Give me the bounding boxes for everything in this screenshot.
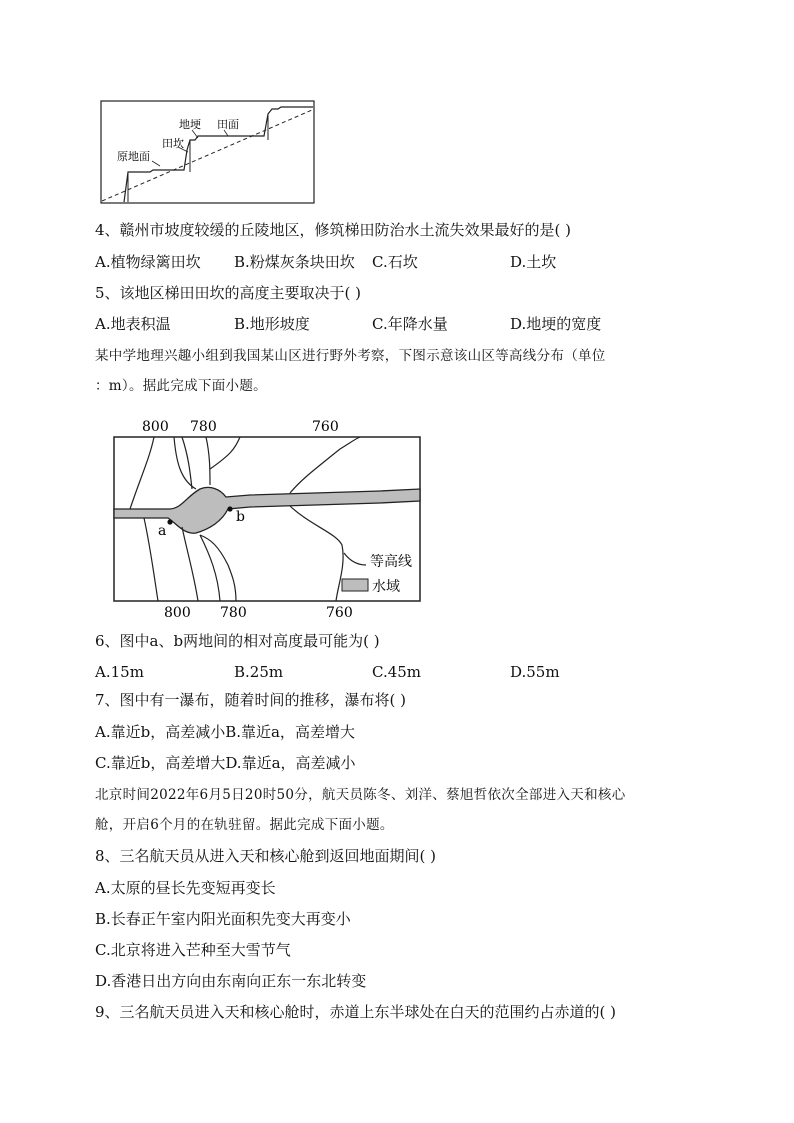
q5-option-a[interactable]: A.地表积温 <box>95 315 171 333</box>
top-label-780: 780 <box>190 419 217 435</box>
legend-contour-symbol <box>344 553 366 565</box>
bottom-label-800: 800 <box>164 605 191 621</box>
q8-option-d[interactable]: D.香港日出方向由东南向正东一东北转变 <box>95 972 367 990</box>
point-a-marker <box>167 519 172 524</box>
contour-800-bottom <box>144 518 158 601</box>
top-label-760: 760 <box>312 419 339 435</box>
q6-option-d[interactable]: D.55m <box>510 663 560 681</box>
leader-digeng <box>192 130 198 138</box>
contour-780-bottom-branch <box>200 535 236 601</box>
legend-water-label: 水域 <box>372 579 400 595</box>
legend-contour-label: 等高线 <box>370 554 412 570</box>
passage-2-line-1: 北京时间2022年6月5日20时50分，航天员陈冬、刘洋、蔡旭哲依次全部进入天和核心 <box>95 787 626 803</box>
q4-option-d[interactable]: D.土坎 <box>510 253 557 271</box>
q7-options-row-1[interactable]: A.靠近b，高差减小B.靠近a，高差增大 <box>95 723 355 741</box>
question-4-stem: 4、赣州市坡度较缓的丘陵地区，修筑梯田防治水土流失效果最好的是( ) <box>95 221 572 239</box>
passage-1-line-2: ：m）。据此完成下面小题。 <box>95 378 267 394</box>
contour-780-bottom-left <box>182 527 198 601</box>
top-label-800: 800 <box>142 419 169 435</box>
bottom-label-780: 780 <box>220 605 247 621</box>
q5-option-d[interactable]: D.地埂的宽度 <box>510 315 602 333</box>
q6-option-b[interactable]: B.25m <box>234 663 284 681</box>
contour-780-top-right <box>210 437 240 469</box>
label-tiankan: 田坎 <box>162 137 184 150</box>
contour-780-top-left <box>174 437 196 489</box>
q8-option-b[interactable]: B.长春正午室内阳光面积先变大再变小 <box>95 910 351 928</box>
q8-option-c[interactable]: C.北京将进入芒种至大雪节气 <box>95 941 291 959</box>
map-frame <box>114 437 420 601</box>
q8-option-a[interactable]: A.太原的昼长先变短再变长 <box>95 879 276 897</box>
bottom-label-760: 760 <box>326 605 353 621</box>
passage-1-line-1: 某中学地理兴趣小组到我国某山区进行野外考察，下图示意该山区等高线分布（单位 <box>95 348 606 364</box>
contour-780-bottom-right <box>200 535 220 601</box>
contour-map <box>110 415 422 625</box>
contour-760-top <box>290 437 360 493</box>
q4-option-a[interactable]: A.植物绿篱田坎 <box>95 253 201 271</box>
point-a-label: a <box>158 523 167 539</box>
q6-option-c[interactable]: C.45m <box>372 663 422 681</box>
point-b-label: b <box>236 509 245 525</box>
contour-780-top-branch <box>206 437 210 485</box>
label-tianmian: 田面 <box>217 118 239 131</box>
label-digeng: 地埂 <box>179 118 201 131</box>
label-yuandimian: 原地面 <box>117 150 150 163</box>
question-7-stem: 7、图中有一瀑布，随着时间的推移，瀑布将( ) <box>95 691 407 709</box>
passage-2-line-2: 舱，开启6个月的在轨驻留。据此完成下面小题。 <box>95 817 394 833</box>
terrace-diagram <box>100 100 315 204</box>
q4-option-b[interactable]: B.粉煤灰条块田坎 <box>234 253 355 271</box>
q5-option-c[interactable]: C.年降水量 <box>372 315 448 333</box>
leader-yuandimian <box>152 161 160 166</box>
question-8-stem: 8、三名航天员从进入天和核心舱到返回地面期间( ) <box>95 847 437 865</box>
question-5-stem: 5、该地区梯田田坎的高度主要取决于( ) <box>95 284 362 302</box>
contour-800-top <box>130 437 154 509</box>
q6-option-a[interactable]: A.15m <box>95 663 144 681</box>
question-6-stem: 6、图中a、b两地间的相对高度最可能为( ) <box>95 632 380 650</box>
q5-option-b[interactable]: B.地形坡度 <box>234 315 310 333</box>
q7-options-row-2[interactable]: C.靠近b，高差增大D.靠近a，高差减小 <box>95 754 356 772</box>
point-b-marker <box>227 506 232 511</box>
q4-option-c[interactable]: C.石坎 <box>372 253 418 271</box>
contour-760-bottom <box>290 506 343 601</box>
legend-water-symbol <box>342 579 368 591</box>
question-9-stem: 9、三名航天员进入天和核心舱时，赤道上东半球处在白天的范围约占赤道的( ) <box>95 1003 617 1021</box>
